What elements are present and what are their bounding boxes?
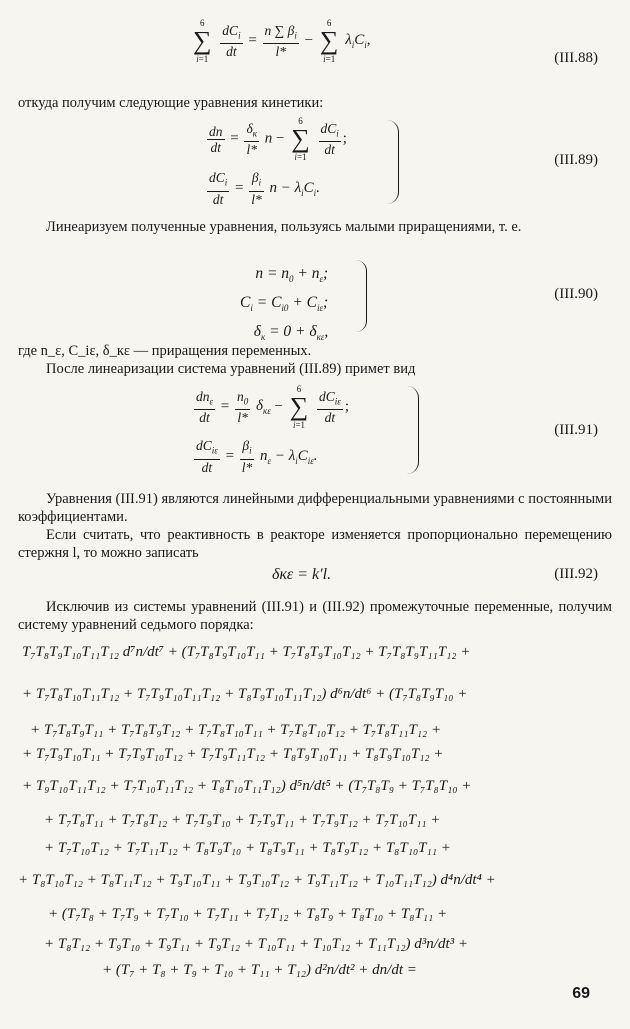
equation-line: + T₇T₈T₁₁ + T₇T₈T₁₂ + T₇T₉T₁₀ + T₇T₉T₁₁ + T₇T₉T₁₂ + T₇T₁₀T₁₁ + bbox=[44, 812, 441, 828]
paragraph: После линеаризации система уравнений (III.89) примет вид bbox=[46, 361, 416, 377]
equation-line: + (T₇T₈ + T₇T₉ + T₇T₁₀ + T₇T₁₁ + T₇T₁₂ + T₈T₉ + T₈T₁₀ + T₈T₁₁ + bbox=[48, 906, 448, 922]
equation-number: (III.90) bbox=[554, 286, 598, 302]
equation-III-88: 6 ∑ i=1 $\frac{dC_i}{dt}$ = $\frac{n \sum \beta_i}{l*}$ − 6 ∑ i=1 $\lambda_iC_i$, bbox=[193, 18, 371, 64]
equation-line: + T₈T₁₂ + T₉T₁₀ + T₉T₁₁ + T₉T₁₂ + T₁₀T₁₁ + T₁₀T₁₂ + T₁₁T₁₂) d³n/dt³ + bbox=[44, 936, 468, 952]
paragraph: Уравнения (III.91) являются линейными дифференциальными уравнениями с постоянными коэффициентами. bbox=[18, 491, 612, 525]
equation-number: (III.88) bbox=[554, 50, 598, 66]
equation-number: (III.89) bbox=[554, 152, 598, 168]
equation-line: + T₇T₉T₁₀T₁₁ + T₇T₉T₁₀T₁₂ + T₇T₉T₁₁T₁₂ + T₈T₉T₁₀T₁₁ + T₈T₉T₁₀T₁₂ + bbox=[22, 746, 444, 762]
system-brace bbox=[406, 386, 419, 474]
page-number: 69 bbox=[572, 985, 590, 1002]
equation-III-89: $\frac{dn}{dt}$ = $\frac{\delta_к}{l*}$ n − 6 ∑ i=1 $\frac{dC_i}{dt}$ ; $\frac{dC_i}{dt}$ = $\frac{\beta_i}{l*}$ $n - \lambda_iC_i$. bbox=[209, 116, 347, 207]
equation-III-92: δкε = k′l. bbox=[272, 566, 332, 583]
equation-line: + T₉T₁₀T₁₁T₁₂ + T₇T₁₀T₁₁T₁₂ + T₈T₁₀T₁₁T₁₂) d⁵n/dt⁵ + (T₇T₈T₉ + T₇T₈T₁₀ + bbox=[22, 778, 472, 794]
equation-number: (III.92) bbox=[554, 566, 598, 582]
equation-III-90: $n = n_0 + n_\varepsilon$; $C_i = C_{i0} + C_{i\varepsilon}$; $\delta_к = 0 + \delta_{к\varepsilon}$, bbox=[240, 265, 329, 343]
equation-number: (III.91) bbox=[554, 422, 598, 438]
paragraph: Исключив из системы уравнений (III.91) и (III.92) промежуточные переменные, получим систему уравнений седьмого порядка: bbox=[18, 599, 612, 633]
equation-line: + T₇T₈T₉T₁₁ + T₇T₈T₉T₁₂ + T₇T₈T₁₀T₁₁ + T₇T₈T₁₀T₁₂ + T₇T₈T₁₁T₁₂ + bbox=[30, 722, 442, 738]
equation-line: T₇T₈T₉T₁₀T₁₁T₁₂ d⁷n/dt⁷ + (T₇T₈T₉T₁₀T₁₁ + T₇T₈T₉T₁₀T₁₂ + T₇T₈T₉T₁₁T₁₂ + bbox=[22, 644, 471, 660]
paragraph: где n_ε, C_iε, δ_кε — приращения переменных. bbox=[18, 343, 312, 359]
system-brace bbox=[386, 120, 399, 204]
equation-III-91: $\frac{dn_\varepsilon}{dt}$ = $\frac{n_0}{l*}$ $\delta_{к\varepsilon}$ − 6 ∑ i=1 $\frac{dC_{i\varepsilon}}{dt}$ ; $\frac{dC_{i\varepsilon}}{dt}$ = $\frac{\beta_i}{l*}$ $n_\varepsilon - \lambda_iC_{i\varepsilon}$. bbox=[196, 384, 350, 475]
equation-line: + T₇T₈T₁₀T₁₁T₁₂ + T₇T₉T₁₀T₁₁T₁₂ + T₈T₉T₁₀T₁₁T₁₂) d⁶n/dt⁶ + (T₇T₈T₉T₁₀ + bbox=[22, 686, 468, 702]
system-brace bbox=[356, 260, 367, 332]
paragraph: Если считать, что реактивность в реакторе изменяется пропорционально перемещению стержня l, то можно записать bbox=[18, 527, 612, 561]
paragraph: откуда получим следующие уравнения кинетики: bbox=[18, 95, 324, 111]
equation-line: + (T₇ + T₈ + T₉ + T₁₀ + T₁₁ + T₁₂) d²n/dt² + dn/dt = bbox=[102, 962, 417, 978]
equation-line: + T₈T₁₀T₁₂ + T₈T₁₁T₁₂ + T₉T₁₀T₁₁ + T₉T₁₀T₁₂ + T₉T₁₁T₁₂ + T₁₀T₁₁T₁₂) d⁴n/dt⁴ + bbox=[18, 872, 496, 888]
paragraph: Линеаризуем полученные уравнения, пользуясь малыми приращениями, т. е. bbox=[46, 219, 522, 235]
equation-line: + T₇T₁₀T₁₂ + T₇T₁₁T₁₂ + T₈T₉T₁₀ + T₈T₉T₁₁ + T₈T₉T₁₂ + T₈T₁₀T₁₁ + bbox=[44, 840, 451, 856]
